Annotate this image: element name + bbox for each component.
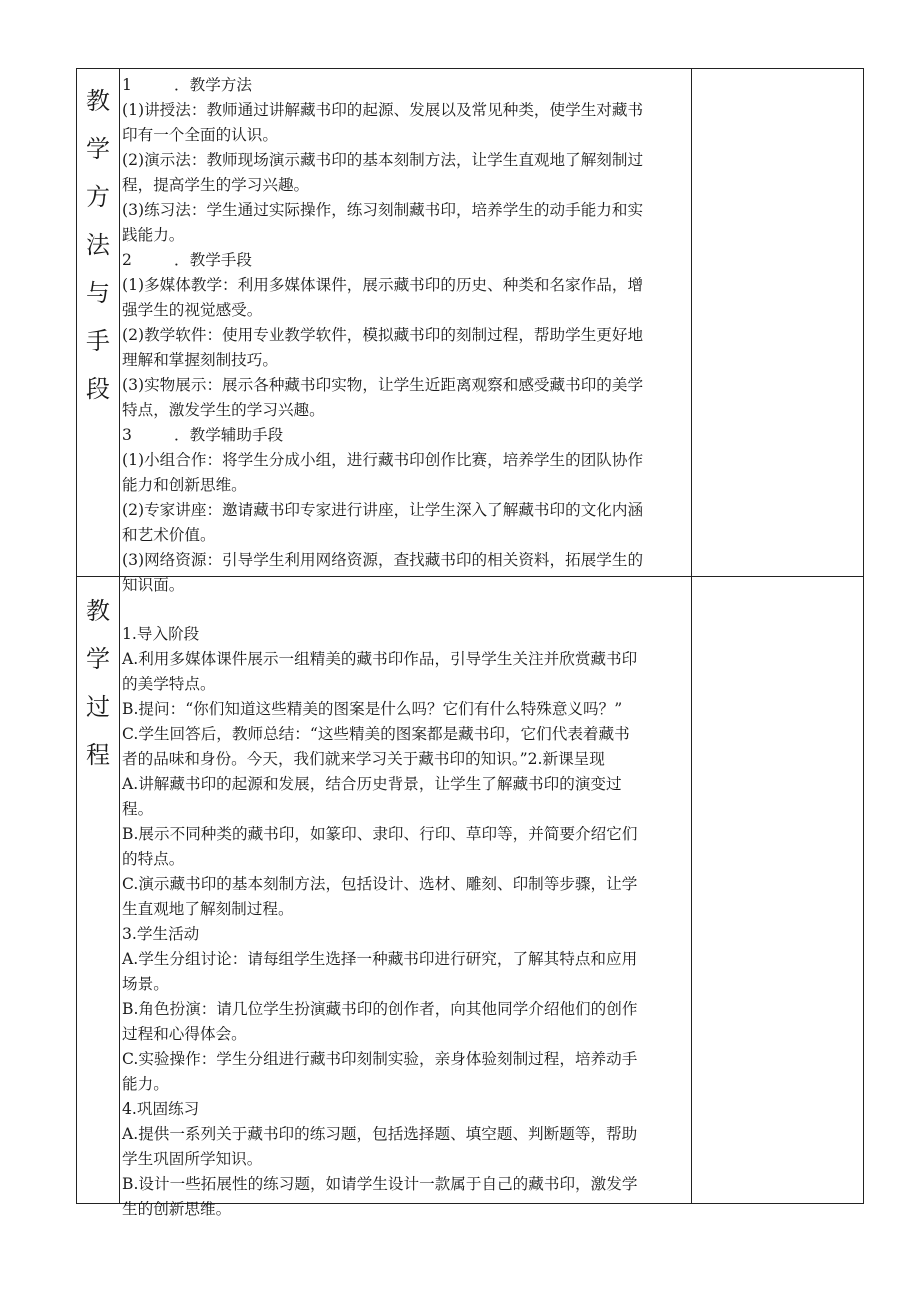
section1-content — [122, 73, 690, 594]
text-line: 知识面。 — [122, 576, 185, 594]
text-line: 场景。 — [122, 975, 169, 993]
text-line: B.展示不同种类的藏书印，如篆印、隶印、行印、草印等，并简要介绍它们 — [122, 825, 638, 843]
label-char: 学 — [86, 135, 110, 163]
text-line: 1.导入阶段 — [122, 625, 200, 643]
text-line: 的特点。 — [122, 850, 185, 868]
text-line: (3)实物展示：展示各种藏书印实物，让学生近距离观察和感受藏书印的美学 — [122, 376, 644, 394]
section2-content — [122, 622, 690, 1218]
text-line: A.学生分组讨论：请每组学生选择一种藏书印进行研究，了解其特点和应用 — [122, 950, 638, 968]
text-line: 生的创新思维。 — [122, 1200, 232, 1218]
text-line: 生直观地了解刻制过程。 — [122, 900, 294, 918]
text-line: A.讲解藏书印的起源和发展，结合历史背景，让学生了解藏书印的演变过 — [122, 775, 622, 793]
item-number: 2 — [122, 251, 132, 269]
label-char: 段 — [86, 375, 110, 403]
notes-column — [692, 69, 863, 1203]
item-heading: ．教学辅助手段 — [174, 426, 284, 444]
text-line: 的美学特点。 — [122, 675, 216, 693]
text-line — [122, 423, 690, 448]
item-heading: ．教学手段 — [174, 251, 252, 269]
item-number: 1 — [122, 76, 132, 94]
label-char: 与 — [86, 279, 110, 307]
text-line: 者的品味和身份。今天，我们就来学习关于藏书印的知识。”2.新课呈现 — [122, 750, 605, 768]
text-line: (2)演示法：教师现场演示藏书印的基本刻制方法，让学生直观地了解刻制过 — [122, 151, 644, 169]
text-line: 能力。 — [122, 1075, 169, 1093]
text-line: (1)讲授法：教师通过讲解藏书印的起源、发展以及常见种类，使学生对藏书 — [122, 101, 644, 119]
text-line: A.利用多媒体课件展示一组精美的藏书印作品，引导学生关注并欣赏藏书印 — [122, 650, 638, 668]
text-line: (2)专家讲座：邀请藏书印专家进行讲座，让学生深入了解藏书印的文化内涵 — [122, 501, 644, 519]
text-line: 3.学生活动 — [122, 925, 200, 943]
text-line: 能力和创新思维。 — [122, 476, 247, 494]
text-line: (3)练习法：学生通过实际操作，练习刻制藏书印，培养学生的动手能力和实 — [122, 201, 644, 219]
text-line: (1)小组合作：将学生分成小组，进行藏书印创作比赛，培养学生的团队协作 — [122, 451, 644, 469]
text-line: 程。 — [122, 800, 154, 818]
text-line — [122, 73, 690, 98]
text-line: B.角色扮演：请几位学生扮演藏书印的创作者，向其他同学介绍他们的创作 — [122, 1000, 638, 1018]
text-line: (1)多媒体教学：利用多媒体课件，展示藏书印的历史、种类和名家作品，增 — [122, 276, 644, 294]
text-line: B.提问：“你们知道这些精美的图案是什么吗？它们有什么特殊意义吗？” — [122, 700, 623, 718]
text-line: C.演示藏书印的基本刻制方法，包括设计、选材、雕刻、印制等步骤，让学 — [122, 875, 638, 893]
text-line: 印有一个全面的认识。 — [122, 126, 278, 144]
text-line: C.学生回答后，教师总结：“这些精美的图案都是藏书印，它们代表着藏书 — [122, 725, 630, 743]
text-line: A.提供一系列关于藏书印的练习题，包括选择题、填空题、判断题等，帮助 — [122, 1125, 638, 1143]
text-line: (3)网络资源：引导学生利用网络资源，查找藏书印的相关资料，拓展学生的 — [122, 551, 644, 569]
text-line: 程，提高学生的学习兴趣。 — [122, 176, 310, 194]
text-line: 强学生的视觉感受。 — [122, 301, 263, 319]
section2-label — [77, 587, 119, 779]
item-heading: ．教学方法 — [174, 76, 252, 94]
text-line: 学生巩固所学知识。 — [122, 1150, 263, 1168]
label-char: 程 — [86, 741, 110, 769]
text-line — [122, 248, 690, 273]
text-line: B.设计一些拓展性的练习题，如请学生设计一款属于自己的藏书印，激发学 — [122, 1175, 638, 1193]
label-char: 法 — [86, 231, 110, 259]
label-char: 方 — [86, 183, 110, 211]
text-line: 践能力。 — [122, 226, 185, 244]
section1-label — [77, 77, 119, 413]
text-line: 4.巩固练习 — [122, 1100, 200, 1118]
text-line: 和艺术价值。 — [122, 526, 216, 544]
column-divider-left — [119, 69, 120, 1203]
label-char: 教 — [86, 597, 110, 625]
label-char: 教 — [86, 87, 110, 115]
label-char: 手 — [86, 327, 110, 355]
item-number: 3 — [122, 426, 132, 444]
text-line: 过程和心得体会。 — [122, 1025, 247, 1043]
text-line: 理解和掌握刻制技巧。 — [122, 351, 278, 369]
text-line: (2)教学软件：使用专业教学软件，模拟藏书印的刻制过程，帮助学生更好地 — [122, 326, 644, 344]
lesson-table — [76, 68, 864, 1218]
text-line: C.实验操作：学生分组进行藏书印刻制实验，亲身体验刻制过程，培养动手 — [122, 1050, 638, 1068]
text-line: 特点，激发学生的学习兴趣。 — [122, 401, 325, 419]
label-char: 过 — [86, 693, 110, 721]
label-char: 学 — [86, 645, 110, 673]
